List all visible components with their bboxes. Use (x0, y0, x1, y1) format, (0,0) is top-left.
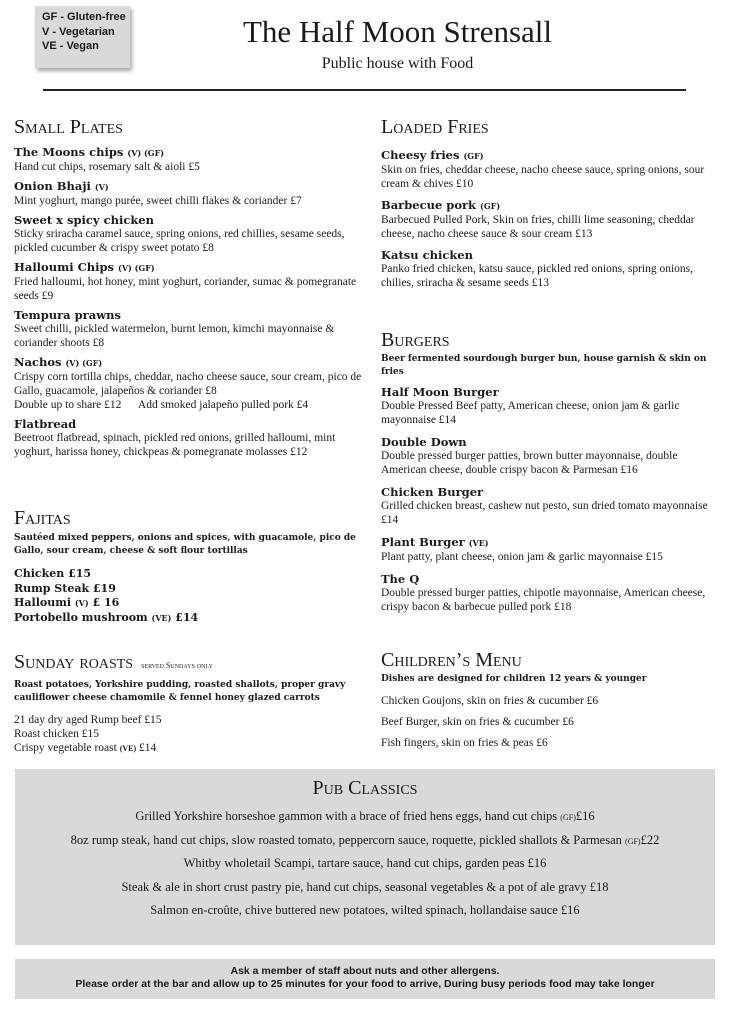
item-name: The Q (381, 572, 420, 586)
item-name: Barbecue pork (381, 198, 477, 212)
menu-item (14, 355, 364, 412)
legend-gf: GF - Gluten-free (42, 11, 126, 23)
item-description: Skin on fries, cheddar cheese, nacho cheese sauce, spring onions, sour cream & chives £10 (381, 164, 705, 190)
menu-item (381, 248, 716, 290)
section-title: Fajitas (14, 507, 71, 529)
childrens-option: Beef Burger, skin on fries & cucumber £6 (381, 716, 574, 728)
item-description: Double Pressed Beef patty, American cheese, onion jam & garlic mayonnaise £14 (381, 400, 680, 426)
roast-option: 21 day dry aged Rump beef £15 (14, 714, 162, 726)
item-name: Flatbread (14, 417, 77, 431)
item-description: Fried halloumi, hot honey, mint yoghurt, coriander, sumac & pomegranate seeds £9 (14, 276, 357, 302)
header-divider (43, 89, 686, 91)
sunday-roasts-section (14, 650, 364, 756)
burgers-section (381, 328, 716, 619)
item-name: The Moons chips (14, 145, 124, 159)
roast-option: Crispy vegetable roast (VE) £14 (14, 742, 157, 754)
diet-tag: (V) (GF) (65, 358, 103, 368)
footer-line-ordering: Please order at the bar and allow up to 25 minutes for your food to arrive, During busy periods food may take longer (75, 978, 655, 990)
dietary-legend (35, 6, 130, 68)
item-name: Cheesy fries (381, 148, 460, 162)
diet-tag: (VE) (151, 612, 172, 623)
section-title: Burgers (381, 329, 450, 351)
item-description: Panko fried chicken, katsu sauce, pickled red onions, spring onions, chilies, sriracha & sesame seeds £13 (381, 263, 694, 289)
allergen-footer (15, 959, 715, 999)
menu-item (14, 308, 364, 350)
pub-classic-item: Grilled Yorkshire horseshoe gammon with a brace of fried hens eggs, hand cut chips (GF)£16 (135, 809, 595, 823)
roast-option: Roast chicken £15 (14, 728, 99, 740)
diet-tag: (GF) (463, 151, 484, 161)
small-plates-section (14, 115, 364, 464)
footer-line-allergens: Ask a member of staff about nuts and other allergens. (230, 965, 500, 977)
diet-tag: (VE) (119, 744, 137, 753)
childrens-menu-section (381, 648, 716, 754)
diet-tag: (V) (GF) (118, 263, 155, 273)
section-title: Loaded Fries (381, 116, 489, 138)
childrens-option: Fish fingers, skin on fries & peas £6 (381, 737, 548, 749)
section-title: Small Plates (14, 116, 123, 138)
item-name: Chicken Burger (381, 485, 484, 499)
pub-classic-item: Steak & ale in short crust pastry pie, hand cut chips, seasonal vegetables & a pot of ale gravy £18 (121, 879, 609, 894)
menu-item (381, 148, 716, 191)
diet-tag: (V) (94, 182, 109, 192)
page-title: The Half Moon Strensall (242, 14, 553, 49)
section-aside: served Sundays only (141, 661, 213, 670)
menu-item (14, 213, 364, 255)
menu-item (381, 572, 716, 614)
menu-item (14, 145, 364, 174)
menu-item (14, 179, 364, 208)
item-name: Onion Bhaji (14, 179, 91, 193)
section-title: Sunday roasts (14, 651, 134, 673)
item-description: Grilled chicken breast, cashew nut pesto, sun dried tomato mayonnaise £14 (381, 500, 708, 526)
fajita-option: Portobello mushroom (VE) £14 (14, 610, 199, 624)
item-name: Katsu chicken (381, 248, 473, 262)
item-description: Barbecued Pulled Pork, Skin on fries, chilli lime seasoning, cheddar cheese, nacho cheese sauce & sour cream £13 (381, 214, 695, 240)
item-name: Sweet x spicy chicken (14, 213, 154, 227)
loaded-fries-section (381, 115, 716, 295)
menu-item (381, 485, 716, 527)
diet-tag: (GF) (560, 813, 576, 822)
section-title: Pub Classics (312, 777, 418, 799)
pub-classic-item: Whitby wholetail Scampi, tartare sauce, hand cut chips, garden peas £16 (183, 856, 547, 870)
pub-classics-section (15, 769, 715, 945)
menu-item (381, 435, 716, 477)
item-description: Hand cut chips, rosemary salt & aioli £5 (14, 161, 200, 173)
diet-tag: (VE) (468, 538, 489, 548)
item-description: Crispy corn tortilla chips, cheddar, nacho cheese sauce, sour cream, pico de Gallo, guacamole, jalapeños & coriander £8 (14, 371, 362, 397)
menu-item (14, 417, 364, 459)
item-description: Sweet chilli, pickled watermelon, burnt lemon, kimchi mayonnaise & coriander shoots £8 (14, 323, 335, 349)
item-description: Plant patty, plant cheese, onion jam & garlic mayonnaise £15 (381, 551, 663, 563)
page-subtitle: Public house with Food (321, 55, 474, 72)
item-name: Double Down (381, 435, 467, 449)
item-description: Sticky sriracha caramel sauce, spring onions, red chillies, sesame seeds, pickled cucumber & crispy sweet potato £8 (14, 228, 345, 254)
item-name: Half Moon Burger (381, 385, 499, 399)
menu-item (381, 198, 716, 241)
diet-tag: (V) (74, 598, 89, 608)
item-extra: Double up to share £12 Add smoked jalapeño pulled pork £4 (14, 399, 309, 411)
legend-ve: VE - Vegan (42, 40, 99, 52)
section-note: Dishes are designed for children 12 years & younger (381, 674, 647, 684)
fajita-option: Halloumi (V) £ 16 (14, 596, 120, 609)
item-description: Double pressed burger patties, chipotle mayonnaise, American cheese, crispy bacon & barbecue pulled pork £18 (381, 587, 706, 613)
item-name: Plant Burger (381, 535, 465, 549)
item-description: Double pressed burger patties, brown butter mayonnaise, double American cheese, double crispy bacon & Parmesan £16 (381, 450, 678, 476)
diet-tag: (GF) (480, 201, 501, 211)
item-description: Mint yoghurt, mango purée, sweet chilli flakes & coriander £7 (14, 195, 302, 207)
item-description: Beetroot flatbread, spinach, pickled red onions, grilled halloumi, mint yoghurt, harissa honey, chickpeas & pomegranate molasses £12 (14, 432, 336, 458)
legend-v: V - Vegetarian (42, 25, 115, 38)
item-name: Tempura prawns (14, 308, 121, 322)
item-name: Nachos (14, 355, 62, 369)
diet-tag: (GF) (625, 836, 641, 846)
menu-item (381, 385, 716, 427)
fajita-option: Chicken £15 (14, 567, 92, 580)
diet-tag: (V) (GF) (127, 148, 165, 158)
menu-item (14, 260, 364, 303)
fajitas-section (14, 506, 364, 625)
section-note: Sautéed mixed peppers, onions and spices, with guacamole, pico de Gallo, sour cream, cheese & soft flour tortillas (14, 533, 356, 556)
section-note: Beer fermented sourdough burger bun, house garnish & skin on fries (381, 354, 707, 377)
fajita-option: Rump Steak £19 (14, 581, 116, 595)
pub-classic-item: Salmon en-croûte, chive buttered new potatoes, wilted spinach, hollandaise sauce £16 (150, 903, 580, 917)
childrens-option: Chicken Goujons, skin on fries & cucumber £6 (381, 695, 599, 707)
section-note: Roast potatoes, Yorkshire pudding, roasted shallots, proper gravy cauliflower cheese chamomile & fennel honey glazed carrots (14, 680, 346, 703)
item-name: Halloumi Chips (14, 260, 115, 274)
pub-classic-item: 8oz rump steak, hand cut chips, slow roasted tomato, peppercorn sauce, roquette, pickled shallots & Parmesan (GF)£22 (70, 832, 660, 847)
menu-item (381, 535, 716, 564)
section-title: Children’s Menu (381, 649, 522, 671)
